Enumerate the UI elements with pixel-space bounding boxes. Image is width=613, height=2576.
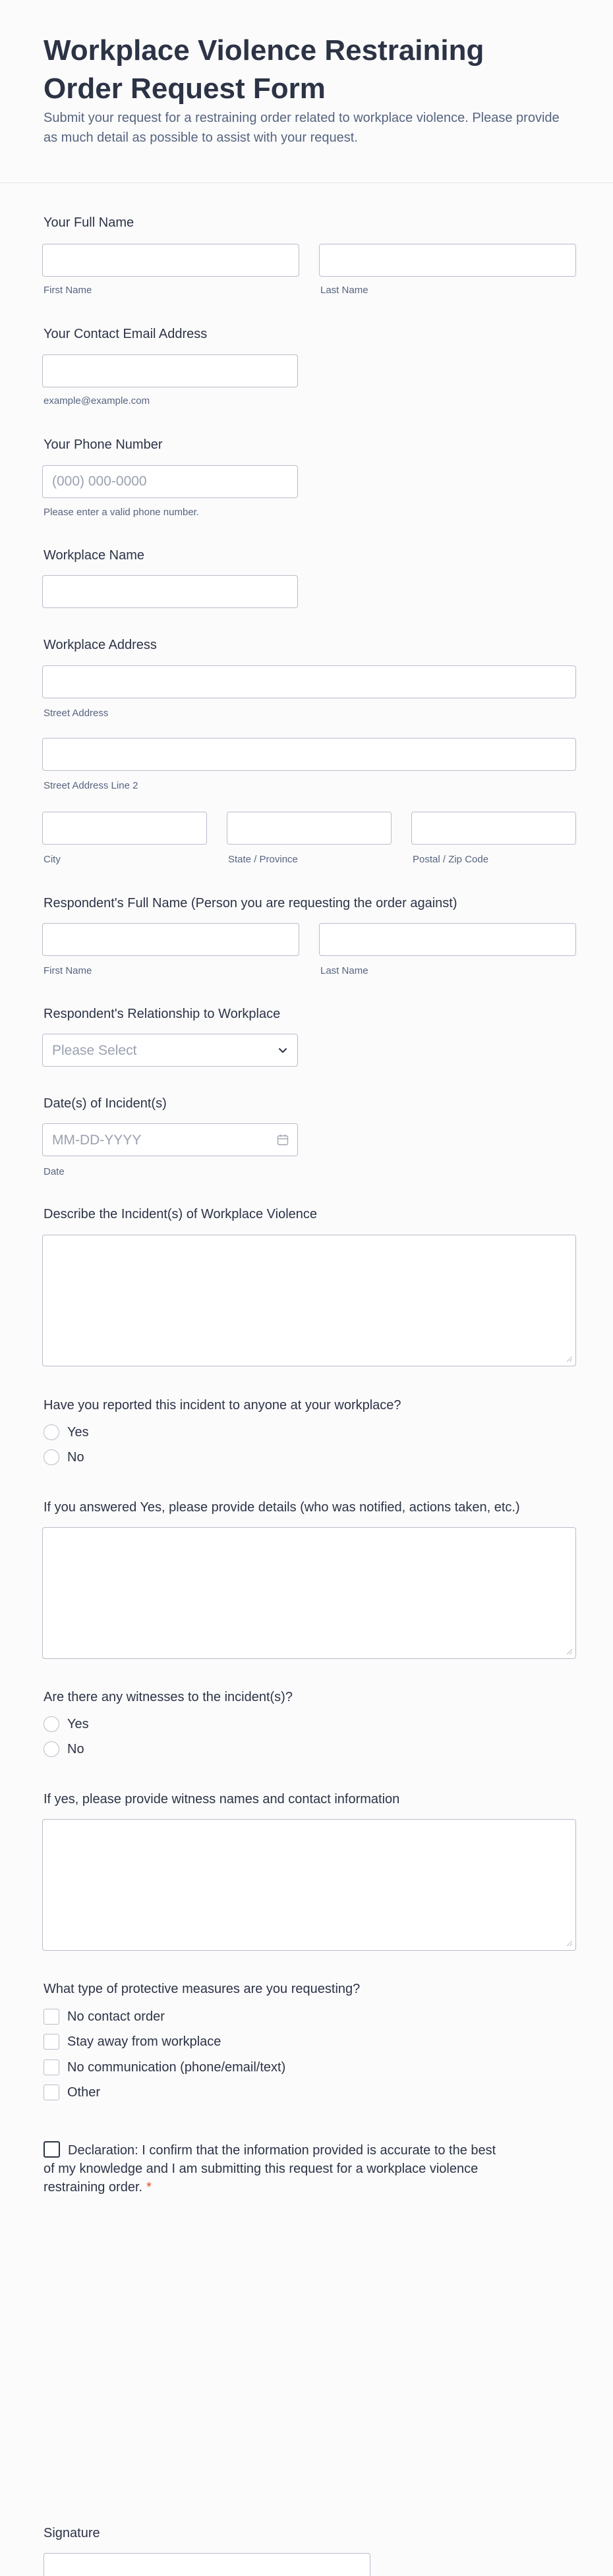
email-sublabel: example@example.com (44, 395, 150, 406)
witnesses-no-option[interactable] (44, 1741, 84, 1758)
declaration[interactable] (44, 2141, 505, 2197)
incident-date-placeholder: MM-DD-YYYY (52, 1133, 142, 1148)
measure-option-label: No communication (phone/email/text) (67, 2059, 286, 2075)
report-details-textarea[interactable] (42, 1527, 576, 1659)
resize-grip-icon[interactable] (565, 1647, 573, 1655)
reported-no-option[interactable] (44, 1449, 84, 1466)
measures-label: What type of protective measures are you requesting? (44, 1982, 361, 1996)
witness-info-label: If yes, please provide witness names and contact information (44, 1792, 400, 1806)
respondent-name-label: Respondent's Full Name (Person you are requesting the order against) (44, 896, 457, 910)
resize-grip-icon[interactable] (565, 1355, 573, 1362)
required-mark: * (146, 2180, 152, 2195)
email-label: Your Contact Email Address (44, 327, 208, 341)
street-address-2-input[interactable] (42, 738, 576, 771)
respondent-last-name-sublabel: Last Name (320, 965, 368, 976)
relationship-select-placeholder: Please Select (52, 1043, 137, 1058)
measure-option-stay-away[interactable] (44, 2033, 221, 2050)
calendar-icon[interactable] (276, 1133, 289, 1146)
workplace-name-label: Workplace Name (44, 548, 145, 563)
witnesses-yes-option[interactable] (44, 1716, 89, 1733)
checkbox[interactable] (44, 2009, 59, 2025)
incident-date-input[interactable] (42, 1123, 298, 1156)
measure-option-no-contact[interactable] (44, 2008, 165, 2025)
signature-pad[interactable] (44, 2553, 370, 2576)
last-name-sublabel: Last Name (320, 285, 368, 296)
witness-info-textarea[interactable] (42, 1819, 576, 1951)
measure-option-no-communication[interactable] (44, 2059, 285, 2076)
street-address-2-sublabel: Street Address Line 2 (44, 780, 138, 791)
street-address-sublabel: Street Address (44, 708, 109, 719)
form-header (0, 0, 613, 183)
last-name-input[interactable] (319, 244, 576, 277)
declaration-checkbox[interactable] (44, 2141, 60, 2158)
first-name-input[interactable] (42, 244, 299, 277)
reported-yes-option[interactable] (44, 1424, 89, 1441)
relationship-select[interactable] (42, 1034, 298, 1067)
phone-label: Your Phone Number (44, 437, 163, 452)
report-details-label: If you answered Yes, please provide details (who was notified, actions taken, etc.) (44, 1500, 520, 1515)
reported-label: Have you reported this incident to anyone at your workplace? (44, 1398, 401, 1413)
incident-description-textarea[interactable] (42, 1235, 576, 1366)
radio-button[interactable] (44, 1741, 59, 1757)
city-input[interactable] (42, 812, 207, 845)
checkbox[interactable] (44, 2085, 59, 2100)
first-name-sublabel: First Name (44, 285, 92, 296)
witnesses-yes-label: Yes (67, 1716, 89, 1731)
incident-date-label: Date(s) of Incident(s) (44, 1096, 167, 1111)
workplace-name-input[interactable] (42, 575, 298, 608)
workplace-address-label: Workplace Address (44, 638, 157, 652)
radio-button[interactable] (44, 1424, 59, 1440)
street-address-input[interactable] (42, 665, 576, 698)
declaration-text: Declaration: I confirm that the information provided is accurate to the best of my knowledge and I am submitting this request for a workplace violence restraining order. (44, 2143, 496, 2195)
checkbox[interactable] (44, 2034, 59, 2050)
relationship-label: Respondent's Relationship to Workplace (44, 1007, 281, 1021)
chevron-down-icon (276, 1044, 289, 1057)
witnesses-no-label: No (67, 1741, 84, 1756)
city-sublabel: City (44, 854, 61, 865)
state-input[interactable] (227, 812, 392, 845)
resize-grip-icon[interactable] (565, 1939, 573, 1947)
reported-yes-label: Yes (67, 1424, 89, 1440)
measure-option-label: Stay away from workplace (67, 2034, 221, 2049)
measure-option-label: Other (67, 2085, 101, 2100)
postal-input[interactable] (411, 812, 576, 845)
respondent-first-name-sublabel: First Name (44, 965, 92, 976)
full-name-label: Your Full Name (44, 215, 134, 230)
incident-date-sublabel: Date (44, 1166, 65, 1177)
incident-description-label: Describe the Incident(s) of Workplace Violence (44, 1207, 318, 1221)
state-sublabel: State / Province (228, 854, 298, 865)
measure-option-label: No contact order (67, 2009, 165, 2024)
phone-input[interactable] (42, 465, 298, 498)
witnesses-label: Are there any witnesses to the incident(s)? (44, 1690, 293, 1704)
reported-no-label: No (67, 1449, 84, 1465)
signature-label: Signature (44, 2526, 100, 2540)
radio-button[interactable] (44, 1449, 59, 1465)
page-title: Workplace Violence Restraining Order Request Form (44, 34, 484, 105)
respondent-first-name-input[interactable] (42, 923, 299, 956)
postal-sublabel: Postal / Zip Code (413, 854, 489, 865)
radio-button[interactable] (44, 1716, 59, 1732)
measure-option-other[interactable] (44, 2084, 100, 2101)
page-subtitle: Submit your request for a restraining order related to workplace violence. Please provide as much detail as possible to assist with your request. (44, 111, 560, 145)
checkbox[interactable] (44, 2059, 59, 2075)
email-input[interactable] (42, 354, 298, 387)
phone-sublabel: Please enter a valid phone number. (44, 507, 199, 518)
respondent-last-name-input[interactable] (319, 923, 576, 956)
